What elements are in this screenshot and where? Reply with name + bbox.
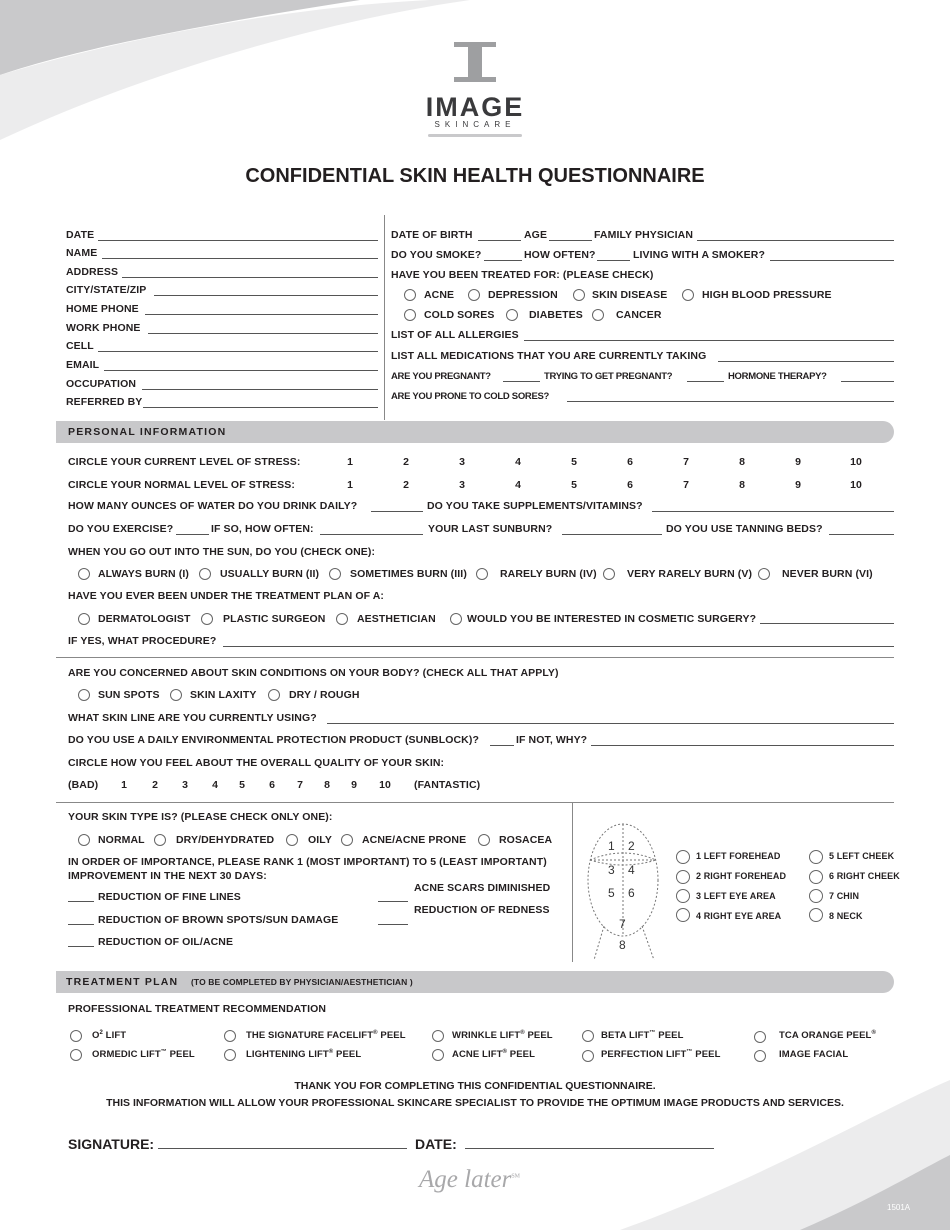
- cancer-label: CANCER: [616, 309, 662, 321]
- sun-spots-checkbox[interactable]: [78, 689, 90, 701]
- exercise-often-input[interactable]: [320, 534, 423, 535]
- right-cheek-label: 6 RIGHT CHEEK: [829, 871, 900, 881]
- dob-input[interactable]: [478, 240, 521, 241]
- treatment-plan-title: TREATMENT PLAN: [66, 976, 179, 988]
- sometimes-burn-radio[interactable]: [329, 568, 341, 580]
- quality-8[interactable]: 8: [324, 779, 330, 791]
- stress-current-6[interactable]: 6: [627, 456, 633, 468]
- field-label-referred-by: REFERRED BY: [66, 396, 143, 408]
- diabetes-checkbox[interactable]: [506, 309, 518, 321]
- rarely-burn-label: RARELY BURN (IV): [500, 568, 597, 580]
- stress-current-label: CIRCLE YOUR CURRENT LEVEL OF STRESS:: [68, 456, 301, 468]
- ormedic-lift-label: ORMEDIC LIFT™ PEEL: [92, 1049, 195, 1061]
- quality-fantastic-label: (FANTASTIC): [414, 779, 481, 791]
- rosacea-radio[interactable]: [478, 834, 490, 846]
- left-eye-label: 3 LEFT EYE AREA: [696, 891, 776, 901]
- how-often-input[interactable]: [597, 260, 630, 261]
- face-zone-4: 4: [628, 863, 635, 877]
- acne-prone-label: ACNE/ACNE PRONE: [362, 834, 467, 846]
- rank-brown-spots-input[interactable]: [68, 924, 94, 925]
- thank-you-line-1: THANK YOU FOR COMPLETING THIS CONFIDENTIAL QUESTIONNAIRE.: [294, 1080, 656, 1092]
- logo-subtitle: SKINCARE: [434, 120, 516, 129]
- stress-normal-1[interactable]: 1: [347, 479, 353, 491]
- rank-oil-acne-input[interactable]: [68, 946, 94, 947]
- quality-10[interactable]: 10: [379, 779, 391, 791]
- dry-dehydrated-radio[interactable]: [154, 834, 166, 846]
- face-zone-6: 6: [628, 886, 635, 900]
- field-label-address: ADDRESS: [66, 266, 119, 278]
- sunburn-label: YOUR LAST SUNBURN?: [428, 523, 553, 535]
- normal-radio[interactable]: [78, 834, 90, 846]
- stress-current-2[interactable]: 2: [403, 456, 409, 468]
- oily-radio[interactable]: [286, 834, 298, 846]
- occupation-input[interactable]: [142, 389, 378, 390]
- sun-question: WHEN YOU GO OUT INTO THE SUN, DO YOU (CHECK ONE):: [68, 546, 376, 558]
- stress-normal-10[interactable]: 10: [850, 479, 862, 491]
- field-label-email: EMAIL: [66, 359, 100, 371]
- how-often-label: HOW OFTEN?: [524, 249, 596, 261]
- lightening-lift-label: LIGHTENING LIFT® PEEL: [246, 1049, 362, 1061]
- physician-input[interactable]: [697, 240, 894, 241]
- stress-normal-9[interactable]: 9: [795, 479, 801, 491]
- work-phone-input[interactable]: [148, 333, 378, 334]
- beta-lift-label: BETA LIFT™ PEEL: [601, 1030, 684, 1042]
- rank-instruction-2: IMPROVEMENT IN THE NEXT 30 DAYS:: [68, 870, 267, 882]
- never-burn-radio[interactable]: [758, 568, 770, 580]
- never-burn-label: NEVER BURN (VI): [782, 568, 873, 580]
- exercise-often-label: IF SO, HOW OFTEN:: [211, 523, 314, 535]
- sunblock-input[interactable]: [490, 745, 514, 746]
- prone-cold-sores-label: ARE YOU PRONE TO COLD SORES?: [391, 391, 550, 402]
- cold-sores-label: COLD SORES: [424, 309, 495, 321]
- dermatologist-radio[interactable]: [78, 613, 90, 625]
- stress-normal-6[interactable]: 6: [627, 479, 633, 491]
- exercise-label: DO YOU EXERCISE?: [68, 523, 174, 535]
- image-facial-label: IMAGE FACIAL: [779, 1049, 849, 1060]
- aesthetician-label: AESTHETICIAN: [357, 613, 436, 625]
- procedure-label: IF YES, WHAT PROCEDURE?: [68, 635, 217, 647]
- city-input[interactable]: [154, 295, 378, 296]
- age-label: AGE: [524, 229, 548, 241]
- chin-checkbox[interactable]: [809, 889, 823, 903]
- neck-label: 8 NECK: [829, 911, 863, 921]
- skin-laxity-label: SKIN LAXITY: [190, 689, 257, 701]
- chin-label: 7 CHIN: [829, 891, 860, 901]
- allergies-label: LIST OF ALL ALLERGIES: [391, 329, 519, 341]
- usually-burn-label: USUALLY BURN (II): [220, 568, 320, 580]
- acne-lift-radio[interactable]: [432, 1049, 444, 1061]
- depression-label: DEPRESSION: [488, 289, 558, 301]
- goal-acne-scars: ACNE SCARS DIMINISHED: [414, 882, 551, 894]
- acne-checkbox[interactable]: [404, 289, 416, 301]
- treatment-question: HAVE YOU EVER BEEN UNDER THE TREATMENT PLAN OF A:: [68, 590, 385, 602]
- stress-normal-3[interactable]: 3: [459, 479, 465, 491]
- field-label-home-phone: HOME PHONE: [66, 303, 139, 315]
- dry-rough-label: DRY / ROUGH: [289, 689, 360, 701]
- face-zone-2: 2: [628, 839, 635, 853]
- plastic-surgeon-radio[interactable]: [201, 613, 213, 625]
- skin-type-question: YOUR SKIN TYPE IS? (PLEASE CHECK ONLY ONE):: [68, 811, 333, 823]
- name-input[interactable]: [102, 258, 378, 259]
- if-not-input[interactable]: [591, 745, 894, 746]
- perfection-lift-radio[interactable]: [582, 1050, 594, 1062]
- quality-bad-label: (BAD): [68, 779, 99, 791]
- skin-line-input[interactable]: [327, 723, 894, 724]
- treatment-plan-note: (TO BE COMPLETED BY PHYSICIAN/AESTHETICIAN ): [191, 977, 413, 987]
- signature-label: SIGNATURE:: [68, 1136, 155, 1152]
- hormone-label: HORMONE THERAPY?: [728, 371, 827, 382]
- section-divider-2: [56, 802, 894, 803]
- beta-lift-radio[interactable]: [582, 1030, 594, 1042]
- acne-label: ACNE: [424, 289, 455, 301]
- goal-oil-acne: REDUCTION OF OIL/ACNE: [98, 936, 234, 948]
- goal-redness: REDUCTION OF REDNESS: [414, 904, 550, 916]
- sun-spots-label: SUN SPOTS: [98, 689, 160, 701]
- physician-label: FAMILY PHYSICIAN: [594, 229, 694, 241]
- treated-label: HAVE YOU BEEN TREATED FOR: (PLEASE CHECK): [391, 269, 654, 281]
- signature-input[interactable]: [158, 1148, 407, 1149]
- o2-lift-label: $O^2$ LIFT: [92, 1030, 127, 1042]
- always-burn-radio[interactable]: [78, 568, 90, 580]
- form-code: 1501A: [887, 1203, 911, 1212]
- tagline: Age later℠: [419, 1166, 521, 1193]
- skin-disease-checkbox[interactable]: [573, 289, 585, 301]
- right-eye-label: 4 RIGHT EYE AREA: [696, 911, 782, 921]
- field-label-name: NAME: [66, 247, 98, 259]
- quality-question: CIRCLE HOW YOU FEEL ABOUT THE OVERALL QUALITY OF YOUR SKIN:: [68, 757, 445, 769]
- personal-info-title: PERSONAL INFORMATION: [68, 426, 227, 438]
- face-zone-3: 3: [608, 863, 615, 877]
- tca-orange-peel-radio[interactable]: [754, 1031, 766, 1043]
- neck-checkbox[interactable]: [809, 908, 823, 922]
- depression-checkbox[interactable]: [468, 289, 480, 301]
- rank-instruction: IN ORDER OF IMPORTANCE, PLEASE RANK 1 (MOST IMPORTANT) TO 5 (LEAST IMPORTANT): [68, 856, 547, 868]
- perfection-lift-label: PERFECTION LIFT™ PEEL: [601, 1049, 721, 1061]
- goal-fine-lines: REDUCTION OF FINE LINES: [98, 891, 241, 903]
- field-label-date: DATE: [66, 229, 95, 241]
- quality-4[interactable]: 4: [212, 779, 218, 791]
- stress-current-9[interactable]: 9: [795, 456, 801, 468]
- cold-sores-checkbox[interactable]: [404, 309, 416, 321]
- left-eye-checkbox[interactable]: [676, 889, 690, 903]
- image-facial-radio[interactable]: [754, 1050, 766, 1062]
- wrinkle-lift-label: WRINKLE LIFT® PEEL: [452, 1030, 553, 1042]
- skin-laxity-checkbox[interactable]: [170, 689, 182, 701]
- signature-date-label: DATE:: [415, 1136, 457, 1152]
- rank-fine-lines-input[interactable]: [68, 901, 94, 902]
- cosmetic-surgery-label: WOULD YOU BE INTERESTED IN COSMETIC SURGERY?: [467, 613, 757, 625]
- logo-underline: [428, 134, 522, 137]
- thank-you-line-2: THIS INFORMATION WILL ALLOW YOUR PROFESSIONAL SKINCARE SPECIALIST TO PROVIDE THE OPTIMUM IMAGE PRODUCTS AND SERVICES.: [106, 1097, 844, 1109]
- stress-normal-7[interactable]: 7: [683, 479, 689, 491]
- aesthetician-radio[interactable]: [336, 613, 348, 625]
- quality-3[interactable]: 3: [182, 779, 188, 791]
- left-forehead-checkbox[interactable]: [676, 850, 690, 864]
- right-eye-checkbox[interactable]: [676, 908, 690, 922]
- trying-input[interactable]: [687, 381, 724, 382]
- diabetes-label: DIABETES: [529, 309, 583, 321]
- pregnant-label: ARE YOU PREGNANT?: [391, 371, 491, 382]
- quality-9[interactable]: 9: [351, 779, 357, 791]
- allergies-input[interactable]: [524, 340, 894, 341]
- normal-label: NORMAL: [98, 834, 145, 846]
- stress-normal-5[interactable]: 5: [571, 479, 577, 491]
- wrinkle-lift-radio[interactable]: [432, 1030, 444, 1042]
- exercise-input[interactable]: [176, 534, 209, 535]
- left-forehead-label: 1 LEFT FOREHEAD: [696, 851, 781, 861]
- rosacea-label: ROSACEA: [499, 834, 553, 846]
- skin-line-label: WHAT SKIN LINE ARE YOU CURRENTLY USING?: [68, 712, 317, 724]
- water-label: HOW MANY OUNCES OF WATER DO YOU DRINK DAILY?: [68, 500, 358, 512]
- goal-brown-spots: REDUCTION OF BROWN SPOTS/SUN DAMAGE: [98, 914, 339, 926]
- quality-2[interactable]: 2: [152, 779, 158, 791]
- sometimes-burn-label: SOMETIMES BURN (III): [350, 568, 467, 580]
- treatment-plan-header: [56, 971, 894, 993]
- very-rarely-burn-label: VERY RARELY BURN (V): [627, 568, 753, 580]
- signature-facelift-label: THE SIGNATURE FACELIFT® PEEL: [246, 1030, 406, 1042]
- date-input[interactable]: [98, 240, 378, 241]
- face-zone-8: 8: [619, 938, 626, 952]
- stress-normal-label: CIRCLE YOUR NORMAL LEVEL OF STRESS:: [68, 479, 295, 491]
- recommendation-label: PROFESSIONAL TREATMENT RECOMMENDATION: [68, 1003, 327, 1015]
- quality-7[interactable]: 7: [297, 779, 303, 791]
- signature-date-input[interactable]: [465, 1148, 714, 1149]
- sunburn-input[interactable]: [562, 534, 662, 535]
- if-not-label: IF NOT, WHY?: [516, 734, 588, 746]
- face-divider: [572, 802, 573, 962]
- dry-dehydrated-label: DRY/DEHYDRATED: [176, 834, 275, 846]
- face-zone-7: 7: [619, 917, 626, 931]
- stress-current-7[interactable]: 7: [683, 456, 689, 468]
- stress-normal-4[interactable]: 4: [515, 479, 521, 491]
- ormedic-lift-radio[interactable]: [70, 1049, 82, 1061]
- trying-label: TRYING TO GET PREGNANT?: [544, 371, 673, 382]
- field-label-cell: CELL: [66, 340, 94, 352]
- logo-wordmark: IMAGE: [425, 92, 525, 122]
- smoke-label: DO YOU SMOKE?: [391, 249, 482, 261]
- right-forehead-checkbox[interactable]: [676, 870, 690, 884]
- acne-lift-label: ACNE LIFT® PEEL: [452, 1049, 535, 1061]
- right-cheek-checkbox[interactable]: [809, 870, 823, 884]
- address-input[interactable]: [122, 277, 378, 278]
- tanning-label: DO YOU USE TANNING BEDS?: [666, 523, 823, 535]
- stress-normal-8[interactable]: 8: [739, 479, 745, 491]
- tanning-input[interactable]: [829, 534, 894, 535]
- rank-acne-scars-input[interactable]: [378, 901, 408, 902]
- dob-label: DATE OF BIRTH: [391, 229, 473, 241]
- quality-1[interactable]: 1: [121, 779, 127, 791]
- medications-input[interactable]: [718, 361, 894, 362]
- field-label-work-phone: WORK PHONE: [66, 322, 141, 334]
- stress-current-3[interactable]: 3: [459, 456, 465, 468]
- age-input[interactable]: [549, 240, 592, 241]
- logo-i-mark: [452, 42, 498, 82]
- field-label-occupation: OCCUPATION: [66, 378, 137, 390]
- field-label-city: CITY/STATE/ZIP: [66, 284, 147, 296]
- acne-prone-radio[interactable]: [341, 834, 353, 846]
- home-phone-input[interactable]: [145, 314, 378, 315]
- cancer-checkbox[interactable]: [592, 309, 604, 321]
- dry-rough-checkbox[interactable]: [268, 689, 280, 701]
- stress-normal-2[interactable]: 2: [403, 479, 409, 491]
- medications-label: LIST ALL MEDICATIONS THAT YOU ARE CURRENTLY TAKING: [391, 350, 707, 362]
- quality-6[interactable]: 6: [269, 779, 275, 791]
- lightening-lift-radio[interactable]: [224, 1049, 236, 1061]
- high-blood-pressure-checkbox[interactable]: [682, 289, 694, 301]
- very-rarely-burn-radio[interactable]: [603, 568, 615, 580]
- face-zone-5: 5: [608, 886, 615, 900]
- supplements-label: DO YOU TAKE SUPPLEMENTS/VITAMINS?: [427, 500, 643, 512]
- plastic-surgeon-label: PLASTIC SURGEON: [223, 613, 326, 625]
- dermatologist-label: DERMATOLOGIST: [98, 613, 191, 625]
- skin-disease-label: SKIN DISEASE: [592, 289, 668, 301]
- signature-facelift-radio[interactable]: [224, 1030, 236, 1042]
- left-cheek-checkbox[interactable]: [809, 850, 823, 864]
- cosmetic-surgery-radio[interactable]: [450, 613, 462, 625]
- sunblock-label: DO YOU USE A DAILY ENVIRONMENTAL PROTECTION PRODUCT (SUNBLOCK)?: [68, 734, 479, 746]
- water-input[interactable]: [371, 511, 423, 512]
- cell-input[interactable]: [98, 351, 378, 352]
- stress-current-1[interactable]: 1: [347, 456, 353, 468]
- procedure-input[interactable]: [223, 646, 894, 647]
- face-diagram: [582, 818, 672, 960]
- living-smoker-input[interactable]: [770, 260, 894, 261]
- pregnant-input[interactable]: [503, 381, 540, 382]
- smoke-input[interactable]: [484, 260, 522, 261]
- column-divider: [384, 215, 385, 420]
- stress-current-5[interactable]: 5: [571, 456, 577, 468]
- rarely-burn-radio[interactable]: [476, 568, 488, 580]
- always-burn-label: ALWAYS BURN (I): [98, 568, 189, 580]
- rank-redness-input[interactable]: [378, 924, 408, 925]
- section-divider: [56, 657, 894, 658]
- quality-5[interactable]: 5: [239, 779, 245, 791]
- stress-current-10[interactable]: 10: [850, 456, 862, 468]
- oily-label: OILY: [308, 834, 332, 846]
- living-smoker-label: LIVING WITH A SMOKER?: [633, 249, 765, 261]
- stress-current-8[interactable]: 8: [739, 456, 745, 468]
- face-zone-1: 1: [608, 839, 615, 853]
- right-forehead-label: 2 RIGHT FOREHEAD: [696, 871, 787, 881]
- body-question: ARE YOU CONCERNED ABOUT SKIN CONDITIONS ON YOUR BODY? (CHECK ALL THAT APPLY): [68, 667, 559, 679]
- usually-burn-radio[interactable]: [199, 568, 211, 580]
- email-input[interactable]: [104, 370, 378, 371]
- left-cheek-label: 5 LEFT CHEEK: [829, 851, 895, 861]
- prone-cold-sores-input[interactable]: [567, 401, 894, 402]
- cosmetic-surgery-input[interactable]: [760, 623, 894, 624]
- o2-lift-radio[interactable]: [70, 1030, 82, 1042]
- high-blood-pressure-label: HIGH BLOOD PRESSURE: [702, 289, 832, 301]
- stress-current-4[interactable]: 4: [515, 456, 521, 468]
- hormone-input[interactable]: [841, 381, 894, 382]
- page-title: CONFIDENTIAL SKIN HEALTH QUESTIONNAIRE: [245, 165, 705, 187]
- tca-orange-peel-label: TCA ORANGE PEEL®: [779, 1030, 876, 1042]
- referred-by-input[interactable]: [143, 407, 378, 408]
- supplements-input[interactable]: [652, 511, 894, 512]
